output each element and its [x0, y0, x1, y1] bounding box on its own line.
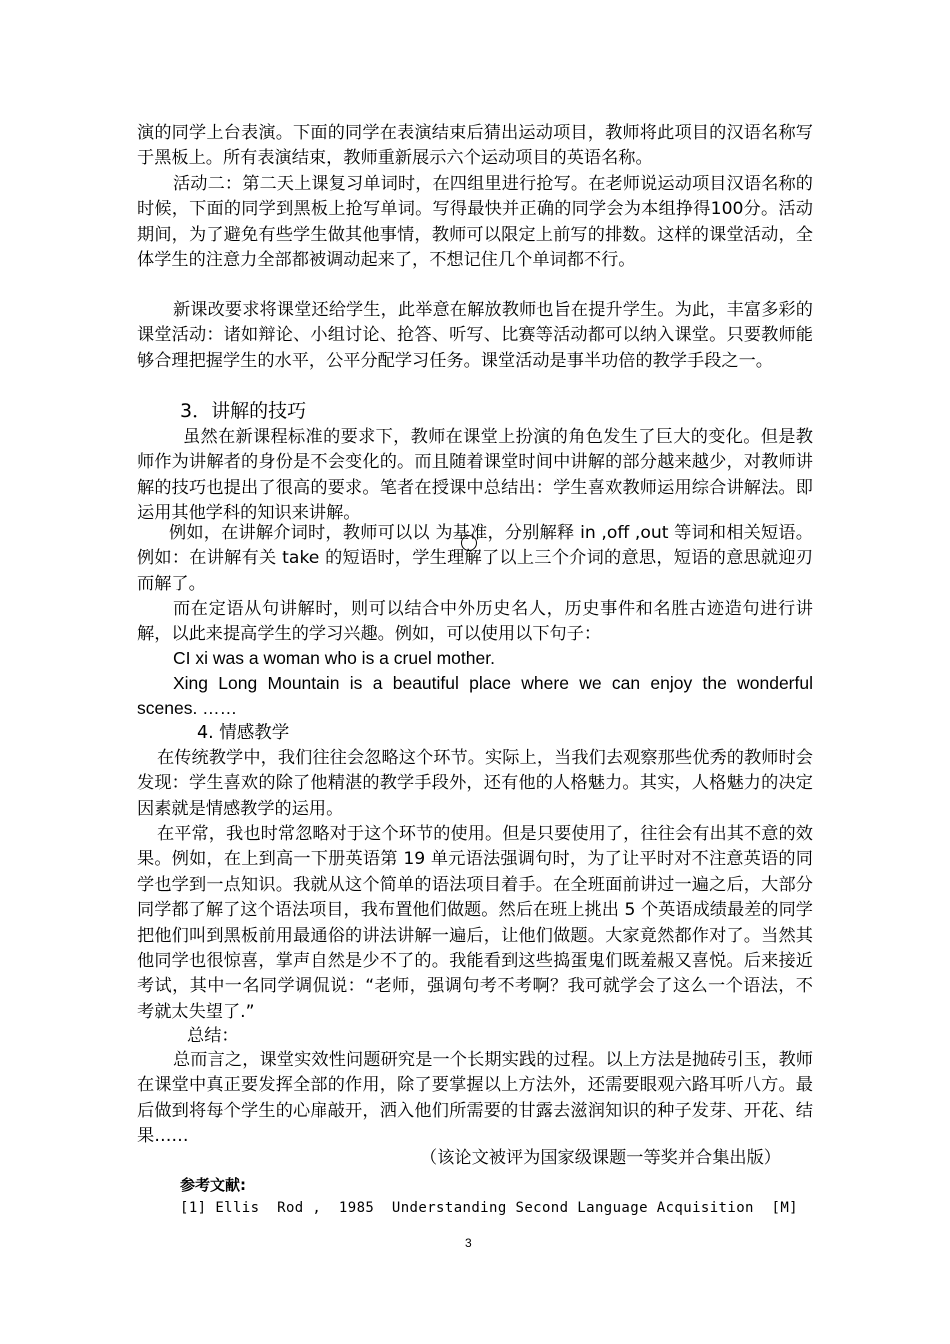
section-heading-emotion: 4. 情感教学 [197, 723, 290, 743]
paragraph-emotion-example: 在平常，我也时常忽略对于这个环节的使用。但是只要使用了，往往会有出其不意的效果。例如，在上到高一下册英语第 19 单元语法强调句时，为了让平时对不注意英语的同学也学到一点知识。我就从这个简单的语法项目着手。在全班面前讲过一遍之后，大部分同学都了解了这个语法项目，我布置他们做题。然后在班上挑出 5 个英语成绩最差的同学把他们叫到黑板前用最通俗的讲法讲解一遍后，让他们做题。大家竟然都作对了。当然其他同学也很惊喜，掌声自然是少不了的。我能看到这些捣蛋鬼们既羞赧又喜悦。后来接近考试，其中一名同学调侃说：“老师，强调句考不考啊？我可就学会了这么一个语法，不考就太失望了.” [137, 824, 813, 1022]
award-note: （该论文被评为国家级课题一等奖并合集出版） [420, 1148, 781, 1168]
paragraph-preposition-example: 例如，在讲解介词时，教师可以以 为基准，分别解释 in ,off ,out 等词和相关短语。例如：在讲解有关 take 的短语时，学生理解了以上三个介词的意思，短语的意思就迎刃而解了。 [137, 523, 813, 594]
paragraph-summary: 总而言之，课堂实效性问题研究是一个长期实践的过程。以上方法是抛砖引玉，教师在课堂中真正要发挥全部的作用，除了要掌握以上方法外，还需要眼观六路耳听八方。最后做到将每个学生的心扉敲开，洒入他们所需要的甘露去滋润知识的种子发芽、开花、结果…… [137, 1050, 813, 1147]
example-sentence-2: Xing Long Mountain is a beautiful place where we can enjoy the wonderful scenes. …… [137, 673, 813, 718]
example-sentence-1: CI xi was a woman who is a cruel mother. [173, 648, 495, 668]
paragraph-activity-two: 活动二：第二天上课复习单词时，在四组里进行抢写。在老师说运动项目汉语名称的时候，下面的同学到黑板上抢写单词。写得最快并正确的同学会为本组挣得100分。活动期间，为了避免有些学生做其他事情，教师可以限定上前写的排数。这样的课堂活动，全体学生的注意力全部都被调动起来了，不想记住几个单词都不行。 [137, 174, 813, 271]
paragraph-traditional-teaching: 在传统教学中，我们往往会忽略这个环节。实际上，当我们去观察那些优秀的教师时会发现：学生喜欢的除了他精湛的教学手段外，还有他的人格魅力。其实，人格魅力的决定因素就是情感教学的运用。 [137, 748, 813, 819]
circle-symbol [461, 535, 477, 551]
references-heading: 参考文献: [180, 1176, 246, 1194]
paragraph-explanation-skill: 虽然在新课程标准的要求下，教师在课堂上扮演的角色发生了巨大的变化。但是教师作为讲解者的身份是不会变化的。而且随着课堂时间中讲解的部分越来越少，对教师讲解的技巧也提出了很高的要求。笔者在授课中总结出：学生喜欢教师运用综合讲解法。即运用其他学科的知识来讲解。 [137, 427, 813, 524]
summary-label: 总结： [187, 1026, 239, 1046]
paragraph-performance: 演的同学上台表演。下面的同学在表演结束后猜出运动项目，教师将此项目的汉语名称写于黑板上。所有表演结束，教师重新展示六个运动项目的英语名称。 [137, 123, 813, 169]
page-number: 3 [465, 1236, 472, 1250]
paragraph-new-curriculum: 新课改要求将课堂还给学生，此举意在解放教师也旨在提升学生。为此，丰富多彩的课堂活动：诸如辩论、小组讨论、抢答、听写、比赛等活动都可以纳入课堂。只要教师能够合理把握学生的水平，公平分配学习任务。课堂活动是事半功倍的教学手段之一。 [137, 300, 813, 371]
reference-item: [1] Ellis Rod , 1985 Understanding Second Language Acquisition [M] [180, 1200, 799, 1216]
section-heading-explanation: 3．讲解的技巧 [180, 400, 307, 422]
paragraph-attributive-clause: 而在定语从句讲解时，则可以结合中外历史名人，历史事件和名胜古迹造句进行讲解，以此来提高学生的学习兴趣。例如，可以使用以下句子： [137, 599, 813, 645]
